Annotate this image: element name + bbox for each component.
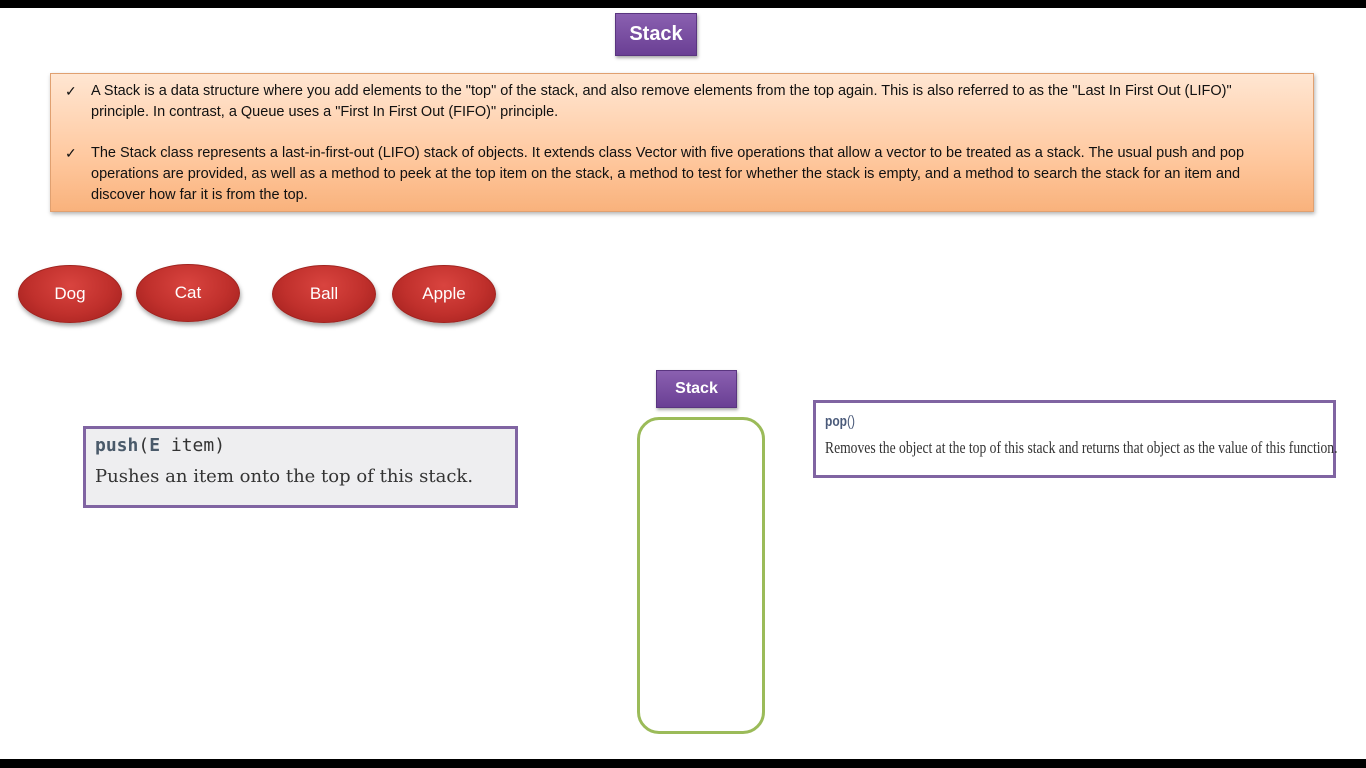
item-ball[interactable]: Ball <box>272 265 376 323</box>
bullet-item <box>65 81 1283 123</box>
bullet-text: The Stack class represents a last-in-first-out (LIFO) stack of objects. It extends class Vector with five operations that allow a vector to be treated as a stack. The usual push and pop operations are provided, as well as a method to peek at the top item on the stack, a method to test for whether the stack is empty, and a method to search the stack for an item and discover how far it is from the top. <box>91 145 1245 203</box>
checkmark-icon: ✓ <box>65 83 77 99</box>
bullet-item <box>65 143 1283 206</box>
push-open-paren: ( <box>138 435 150 456</box>
push-description: Pushes an item onto the top of this stack. <box>95 466 474 487</box>
bullet-text: A Stack is a data structure where you add elements to the "top" of the stack, and also remove elements from the top again. This is also referred to as the "Last In First Out (LIFO)" principle. In contrast, a Queue uses a "First In First Out (FIFO)" principle. <box>91 83 1232 120</box>
item-cat[interactable]: Cat <box>136 264 240 322</box>
pop-method-box <box>813 400 1336 478</box>
checkmark-icon: ✓ <box>65 145 77 161</box>
pop-signature <box>825 413 1231 430</box>
item-dog[interactable]: Dog <box>18 265 122 323</box>
push-method-name: push <box>95 435 139 456</box>
stack-label: Stack <box>656 370 737 408</box>
pop-description: Removes the object at the top of this stack and returns that object as the value of this function. <box>825 438 1338 457</box>
push-param-name: item <box>160 435 215 456</box>
push-signature <box>95 435 515 456</box>
pop-parens: () <box>847 413 855 430</box>
push-method-box <box>83 426 518 508</box>
push-close-paren: ) <box>214 435 226 456</box>
pop-method-name: pop <box>825 413 847 430</box>
description-box <box>50 73 1314 212</box>
stack-container[interactable] <box>637 417 765 734</box>
push-param-type: E <box>149 435 161 456</box>
item-apple[interactable]: Apple <box>392 265 496 323</box>
slide-title: Stack <box>615 13 697 56</box>
slide <box>0 8 1366 759</box>
